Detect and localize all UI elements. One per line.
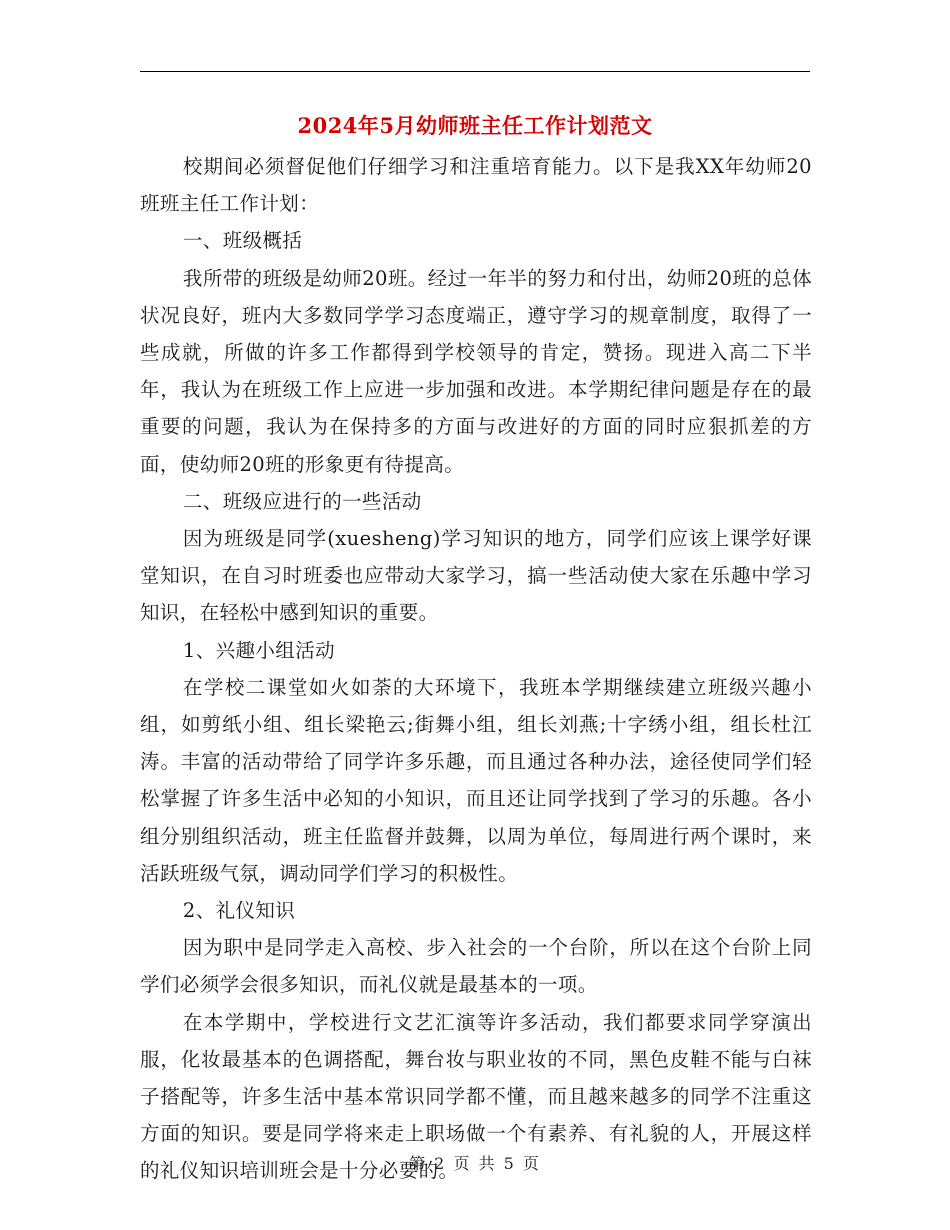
document-body [140, 148, 812, 1190]
header-rule [140, 71, 810, 72]
page-number: 第 2 页 共 5 页 [409, 1154, 541, 1173]
subheading-interest-groups: 1、兴趣小组活动 [182, 638, 335, 662]
paragraph-etiquette-detail: 在本学期中，学校进行文艺汇演等许多活动，我们都要求同学穿演出服，化妆最基本的色调搭配，舞台妆与职业妆的不同，黑色皮鞋不能与白袜子搭配等，许多生活中基本常识同学都不懂，而且越来越多的同学不注重这方面的知识。要是同学将来走上职场做一个有素养、有礼貌的人，开展这样的礼仪知识培训班会是十分必要的。 [140, 1010, 812, 1183]
section-heading-class-activities: 二、班级应进行的一些活动 [182, 489, 422, 513]
section-heading-class-overview: 一、班级概括 [182, 229, 303, 253]
paragraph-interest-groups: 在学校二课堂如火如荼的大环境下，我班本学期继续建立班级兴趣小组，如剪纸小组、组长梁艳云;街舞小组，组长刘燕;十字绣小组，组长杜江涛。丰富的活动带给了同学许多乐趣，而且通过各种办法，途径使同学们轻松掌握了许多生活中必知的小知识，而且还让同学找到了学习的乐趣。各小组分别组织活动，班主任监督并鼓舞，以周为单位，每周进行两个课时，来活跃班级气氛，调动同学们学习的积极性。 [140, 675, 812, 885]
paragraph-class-overview: 我所带的班级是幼师20班。经过一年半的努力和付出，幼师20班的总体状况良好，班内大多数同学学习态度端正，遵守学习的规章制度，取得了一些成就，所做的许多工作都得到学校领导的肯定，赞扬。现进入高二下半年，我认为在班级工作上应进一步加强和改进。本学期纪律问题是存在的最重要的问题，我认为在保持多的方面与改进好的方面的同时应狠抓差的方面，使幼师20班的形象更有待提高。 [140, 266, 812, 476]
paragraph-class-activities: 因为班级是同学(xuesheng)学习知识的地方，同学们应该上课学好课堂知识，在自习时班委也应带动大家学习，搞一些活动使大家在乐趣中学习知识，在轻松中感到知识的重要。 [140, 527, 812, 625]
paragraph-etiquette-intro: 因为职中是同学走入高校、步入社会的一个台阶，所以在这个台阶上同学们必须学会很多知识，而礼仪就是最基本的一项。 [140, 936, 812, 997]
document-title: 2024年5月幼师班主任工作计划范文 [297, 113, 653, 138]
paragraph-intro: 校期间必须督促他们仔细学习和注重培育能力。以下是我XX年幼师20班班主任工作计划： [140, 155, 812, 216]
subheading-etiquette: 2、礼仪知识 [182, 899, 296, 923]
